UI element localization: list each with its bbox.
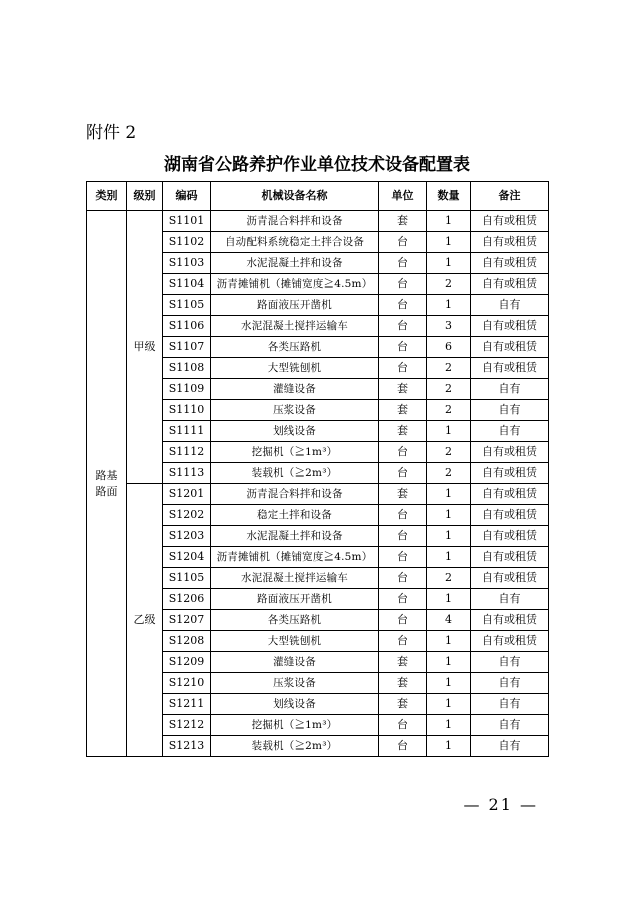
quantity-cell: 2 — [427, 379, 471, 400]
code-cell: S1109 — [163, 379, 211, 400]
quantity-cell: 2 — [427, 442, 471, 463]
remarks-cell: 自有或租赁 — [471, 505, 549, 526]
unit-cell: 台 — [379, 316, 427, 337]
code-cell: S1105 — [163, 295, 211, 316]
unit-cell: 台 — [379, 526, 427, 547]
header-quantity: 数量 — [427, 182, 471, 211]
code-cell: S1212 — [163, 715, 211, 736]
equipment-name-cell: 沥青混合料拌和设备 — [211, 484, 379, 505]
equipment-name-cell: 稳定土拌和设备 — [211, 505, 379, 526]
unit-cell: 套 — [379, 421, 427, 442]
remarks-cell: 自有或租赁 — [471, 526, 549, 547]
header-unit: 单位 — [379, 182, 427, 211]
table-body — [87, 211, 549, 757]
remarks-cell: 自有或租赁 — [471, 358, 549, 379]
quantity-cell: 1 — [427, 715, 471, 736]
unit-cell: 套 — [379, 379, 427, 400]
unit-cell: 套 — [379, 484, 427, 505]
code-cell: S1102 — [163, 232, 211, 253]
equipment-name-cell: 沥青摊铺机（摊铺宽度≧4.5m） — [211, 547, 379, 568]
unit-cell: 套 — [379, 694, 427, 715]
quantity-cell: 2 — [427, 400, 471, 421]
remarks-cell: 自有或租赁 — [471, 484, 549, 505]
code-cell: S1211 — [163, 694, 211, 715]
quantity-cell: 1 — [427, 652, 471, 673]
unit-cell: 台 — [379, 295, 427, 316]
unit-cell: 台 — [379, 358, 427, 379]
code-cell: S1106 — [163, 316, 211, 337]
equipment-name-cell: 挖掘机（≧1m³） — [211, 715, 379, 736]
header-code: 编码 — [163, 182, 211, 211]
quantity-cell: 4 — [427, 610, 471, 631]
unit-cell: 台 — [379, 589, 427, 610]
remarks-cell: 自有或租赁 — [471, 442, 549, 463]
equipment-name-cell: 挖掘机（≧1m³） — [211, 442, 379, 463]
remarks-cell: 自有 — [471, 400, 549, 421]
unit-cell: 套 — [379, 673, 427, 694]
quantity-cell: 1 — [427, 589, 471, 610]
unit-cell: 套 — [379, 652, 427, 673]
quantity-cell: 2 — [427, 274, 471, 295]
code-cell: S1104 — [163, 274, 211, 295]
remarks-cell: 自有 — [471, 736, 549, 757]
equipment-name-cell: 大型铣刨机 — [211, 358, 379, 379]
unit-cell: 台 — [379, 442, 427, 463]
code-cell: S1210 — [163, 673, 211, 694]
remarks-cell: 自有或租赁 — [471, 211, 549, 232]
quantity-cell: 2 — [427, 568, 471, 589]
unit-cell: 台 — [379, 568, 427, 589]
equipment-name-cell: 装载机（≧2m³） — [211, 463, 379, 484]
header-level: 级别 — [127, 182, 163, 211]
code-cell: S1112 — [163, 442, 211, 463]
header-category: 类别 — [87, 182, 127, 211]
equipment-name-cell: 水泥混凝土搅拌运输车 — [211, 316, 379, 337]
equipment-table — [86, 181, 549, 757]
code-cell: S1113 — [163, 463, 211, 484]
quantity-cell: 3 — [427, 316, 471, 337]
remarks-cell: 自有 — [471, 715, 549, 736]
equipment-name-cell: 灌缝设备 — [211, 652, 379, 673]
code-cell: S1207 — [163, 610, 211, 631]
level-cell: 甲级 — [127, 211, 163, 484]
remarks-cell: 自有 — [471, 652, 549, 673]
code-cell: S1202 — [163, 505, 211, 526]
remarks-cell: 自有或租赁 — [471, 568, 549, 589]
remarks-cell: 自有或租赁 — [471, 463, 549, 484]
equipment-name-cell: 沥青混合料拌和设备 — [211, 211, 379, 232]
unit-cell: 台 — [379, 253, 427, 274]
code-cell: S1206 — [163, 589, 211, 610]
equipment-name-cell: 各类压路机 — [211, 337, 379, 358]
quantity-cell: 1 — [427, 295, 471, 316]
code-cell: S1110 — [163, 400, 211, 421]
quantity-cell: 2 — [427, 358, 471, 379]
unit-cell: 套 — [379, 211, 427, 232]
remarks-cell: 自有或租赁 — [471, 610, 549, 631]
code-cell: S1201 — [163, 484, 211, 505]
remarks-cell: 自有或租赁 — [471, 316, 549, 337]
remarks-cell: 自有或租赁 — [471, 631, 549, 652]
quantity-cell: 1 — [427, 505, 471, 526]
code-cell: S1103 — [163, 253, 211, 274]
unit-cell: 台 — [379, 610, 427, 631]
quantity-cell: 1 — [427, 694, 471, 715]
remarks-cell: 自有 — [471, 694, 549, 715]
equipment-name-cell: 划线设备 — [211, 694, 379, 715]
quantity-cell: 1 — [427, 421, 471, 442]
category-label: 路基 路面 — [95, 468, 118, 498]
code-cell: S1203 — [163, 526, 211, 547]
code-cell: S1107 — [163, 337, 211, 358]
unit-cell: 台 — [379, 337, 427, 358]
code-cell: S1101 — [163, 211, 211, 232]
remarks-cell: 自有 — [471, 379, 549, 400]
quantity-cell: 2 — [427, 463, 471, 484]
table-row — [87, 211, 549, 232]
equipment-name-cell: 压浆设备 — [211, 673, 379, 694]
equipment-name-cell: 水泥混凝土搅拌运输车 — [211, 568, 379, 589]
quantity-cell: 1 — [427, 673, 471, 694]
table-row — [87, 484, 549, 505]
page-number: — 21 — — [463, 795, 538, 814]
unit-cell: 台 — [379, 232, 427, 253]
code-cell: S1108 — [163, 358, 211, 379]
equipment-name-cell: 大型铣刨机 — [211, 631, 379, 652]
equipment-name-cell: 划线设备 — [211, 421, 379, 442]
code-cell: S1213 — [163, 736, 211, 757]
code-cell: S1204 — [163, 547, 211, 568]
code-cell: S1209 — [163, 652, 211, 673]
quantity-cell: 1 — [427, 211, 471, 232]
unit-cell: 套 — [379, 400, 427, 421]
code-cell: S1111 — [163, 421, 211, 442]
header-equipment-name: 机械设备名称 — [211, 182, 379, 211]
equipment-name-cell: 自动配料系统稳定土拌合设备 — [211, 232, 379, 253]
page-title: 湖南省公路养护作业单位技术设备配置表 — [164, 155, 470, 175]
remarks-cell: 自有或租赁 — [471, 547, 549, 568]
unit-cell: 台 — [379, 547, 427, 568]
equipment-name-cell: 水泥混凝土拌和设备 — [211, 526, 379, 547]
code-cell: S1208 — [163, 631, 211, 652]
equipment-name-cell: 水泥混凝土拌和设备 — [211, 253, 379, 274]
remarks-cell: 自有或租赁 — [471, 253, 549, 274]
unit-cell: 台 — [379, 505, 427, 526]
remarks-cell: 自有 — [471, 295, 549, 316]
remarks-cell: 自有或租赁 — [471, 232, 549, 253]
equipment-name-cell: 路面液压开凿机 — [211, 295, 379, 316]
quantity-cell: 1 — [427, 736, 471, 757]
remarks-cell: 自有 — [471, 421, 549, 442]
remarks-cell: 自有或租赁 — [471, 274, 549, 295]
equipment-name-cell: 装载机（≧2m³） — [211, 736, 379, 757]
table-header-row — [87, 182, 549, 211]
attachment-label: 附件 2 — [86, 123, 137, 143]
unit-cell: 台 — [379, 463, 427, 484]
unit-cell: 台 — [379, 736, 427, 757]
remarks-cell: 自有或租赁 — [471, 337, 549, 358]
quantity-cell: 1 — [427, 631, 471, 652]
unit-cell: 台 — [379, 715, 427, 736]
quantity-cell: 1 — [427, 547, 471, 568]
quantity-cell: 1 — [427, 253, 471, 274]
equipment-name-cell: 路面液压开凿机 — [211, 589, 379, 610]
equipment-name-cell: 各类压路机 — [211, 610, 379, 631]
equipment-name-cell: 灌缝设备 — [211, 379, 379, 400]
remarks-cell: 自有 — [471, 673, 549, 694]
equipment-name-cell: 压浆设备 — [211, 400, 379, 421]
header-remarks: 备注 — [471, 182, 549, 211]
unit-cell: 台 — [379, 274, 427, 295]
level-cell: 乙级 — [127, 484, 163, 757]
quantity-cell: 6 — [427, 337, 471, 358]
quantity-cell: 1 — [427, 526, 471, 547]
quantity-cell: 1 — [427, 484, 471, 505]
equipment-name-cell: 沥青摊铺机（摊铺宽度≧4.5m） — [211, 274, 379, 295]
remarks-cell: 自有 — [471, 589, 549, 610]
quantity-cell: 1 — [427, 232, 471, 253]
code-cell: S1105 — [163, 568, 211, 589]
category-cell — [87, 211, 127, 757]
unit-cell: 台 — [379, 631, 427, 652]
